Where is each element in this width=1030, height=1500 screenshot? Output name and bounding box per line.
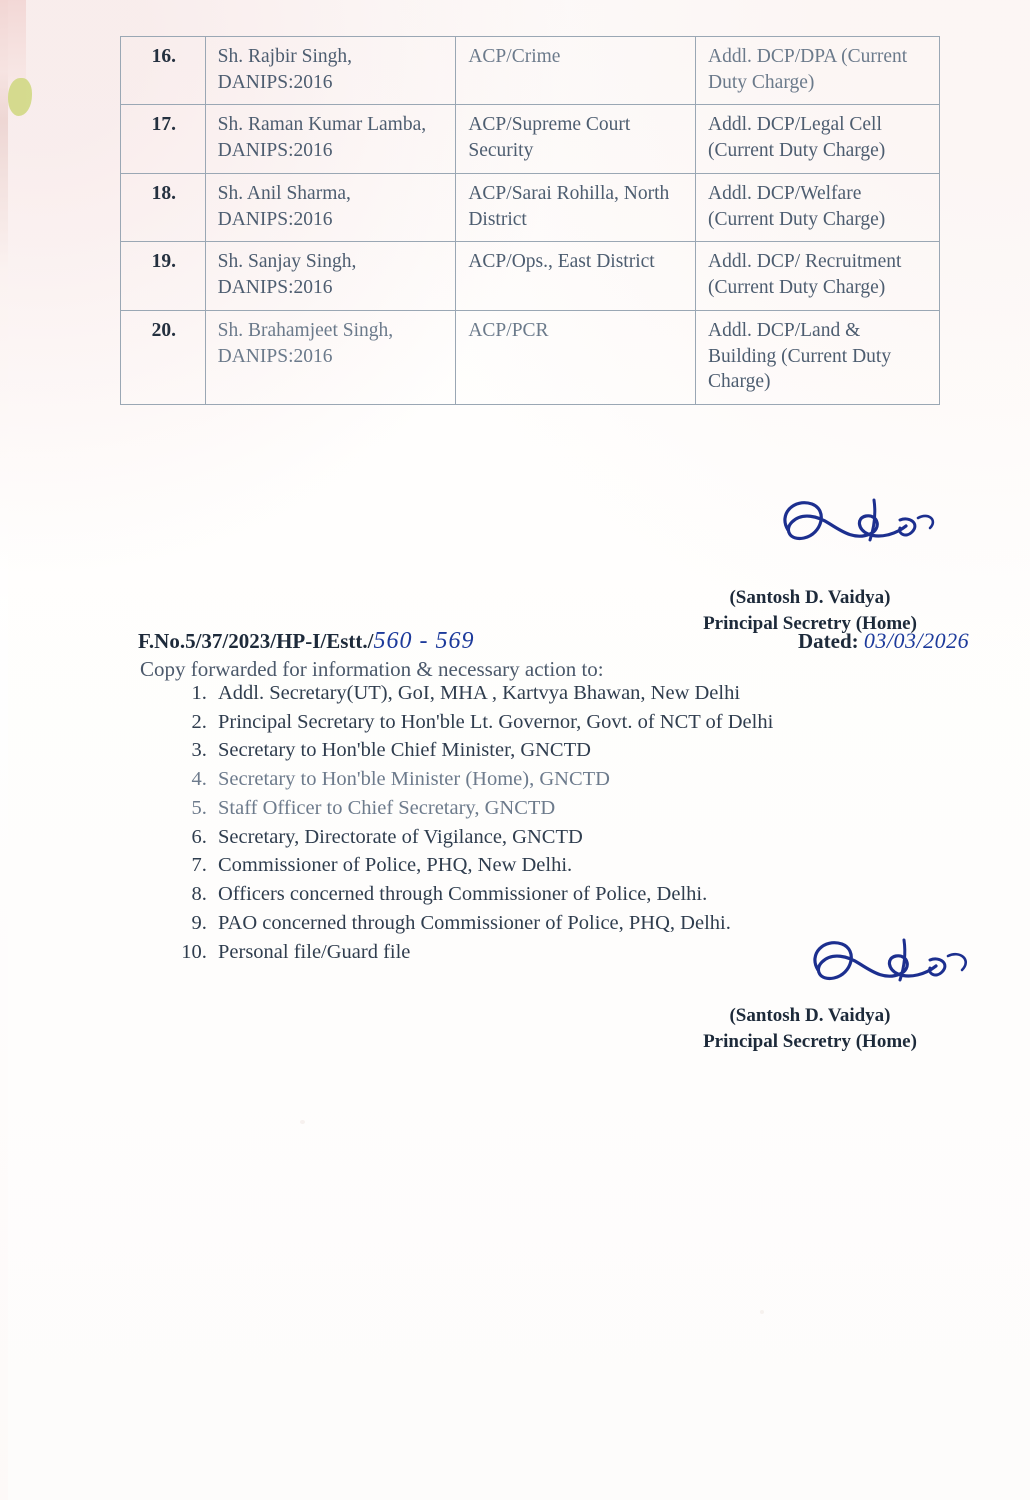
list-item: 7. Commissioner of Police, PHQ, New Delhi. — [212, 852, 773, 878]
scan-edge-smudge — [8, 78, 32, 116]
row-serial: 17. — [121, 105, 206, 173]
signatory-designation: Principal Secretry (Home) — [703, 1030, 917, 1052]
dated-value: 03/03/2026 — [863, 628, 970, 653]
row-additional-charge: Addl. DCP/Land & Building (Current Duty Charge) — [696, 310, 940, 404]
file-number-label: F.No.5/37/2023/HP-I/Estt./ — [138, 629, 374, 653]
table-row — [121, 37, 940, 105]
dated-group — [798, 628, 969, 654]
signature-mark-bottom-icon — [800, 930, 980, 1000]
table-row — [121, 242, 940, 310]
row-additional-charge: Addl. DCP/Welfare (Current Duty Charge) — [696, 173, 940, 241]
table-row — [121, 105, 940, 173]
list-item: 2. Principal Secretary to Hon'ble Lt. Governor, Govt. of NCT of Delhi — [212, 709, 773, 735]
table-row — [121, 173, 940, 241]
paper-speckle — [300, 1120, 305, 1124]
recipients-list — [168, 680, 773, 967]
signatory-name: (Santosh D. Vaidya) — [729, 587, 891, 608]
list-item: 9. PAO concerned through Commissioner of Police, PHQ, Delhi. — [212, 910, 773, 936]
row-serial: 18. — [121, 173, 206, 241]
row-serial: 20. — [121, 310, 206, 404]
list-item: 5. Staff Officer to Chief Secretary, GNCTD — [212, 795, 773, 821]
row-additional-charge: Addl. DCP/ Recruitment (Current Duty Charge) — [696, 242, 940, 310]
row-officer-name: Sh. Anil Sharma, DANIPS:2016 — [205, 173, 456, 241]
list-item: 6. Secretary, Directorate of Vigilance, GNCTD — [212, 824, 773, 850]
row-officer-name: Sh. Brahamjeet Singh, DANIPS:2016 — [205, 310, 456, 404]
file-number-handwritten: 560 - 569 — [373, 628, 475, 654]
dated-label: Dated: — [798, 629, 859, 653]
row-officer-name: Sh. Raman Kumar Lamba, DANIPS:2016 — [205, 105, 456, 173]
signatory-name: (Santosh D. Vaidya) — [729, 1005, 891, 1026]
scan-edge-shadow — [0, 0, 8, 1500]
list-item: 10. Personal file/Guard file — [212, 939, 773, 965]
row-present-posting: ACP/Supreme Court Security — [456, 105, 696, 173]
signature-block-bottom — [640, 1003, 980, 1054]
row-serial: 19. — [121, 242, 206, 310]
row-serial: 16. — [121, 37, 206, 105]
posting-table-container — [120, 36, 940, 405]
list-item: 1. Addl. Secretary(UT), GoI, MHA , Kartvya Bhawan, New Delhi — [212, 680, 773, 706]
paper-speckle — [760, 1310, 764, 1314]
posting-table — [120, 36, 940, 405]
file-number-line — [138, 628, 1008, 655]
signature-mark-top-icon — [770, 490, 950, 560]
row-additional-charge: Addl. DCP/DPA (Current Duty Charge) — [696, 37, 940, 105]
signatory-designation: Principal Secretry (Home) — [703, 612, 917, 634]
table-row — [121, 310, 940, 404]
row-present-posting: ACP/Crime — [456, 37, 696, 105]
row-present-posting: ACP/PCR — [456, 310, 696, 404]
row-officer-name: Sh. Sanjay Singh, DANIPS:2016 — [205, 242, 456, 310]
row-additional-charge: Addl. DCP/Legal Cell (Current Duty Charge) — [696, 105, 940, 173]
copy-forwarded-line: Copy forwarded for information & necessary action to: — [140, 657, 604, 681]
list-item: 8. Officers concerned through Commissioner of Police, Delhi. — [212, 881, 773, 907]
list-item: 4. Secretary to Hon'ble Minister (Home), GNCTD — [212, 766, 773, 792]
list-item: 3. Secretary to Hon'ble Chief Minister, GNCTD — [212, 737, 773, 763]
row-officer-name: Sh. Rajbir Singh, DANIPS:2016 — [205, 37, 456, 105]
row-present-posting: ACP/Ops., East District — [456, 242, 696, 310]
row-present-posting: ACP/Sarai Rohilla, North District — [456, 173, 696, 241]
